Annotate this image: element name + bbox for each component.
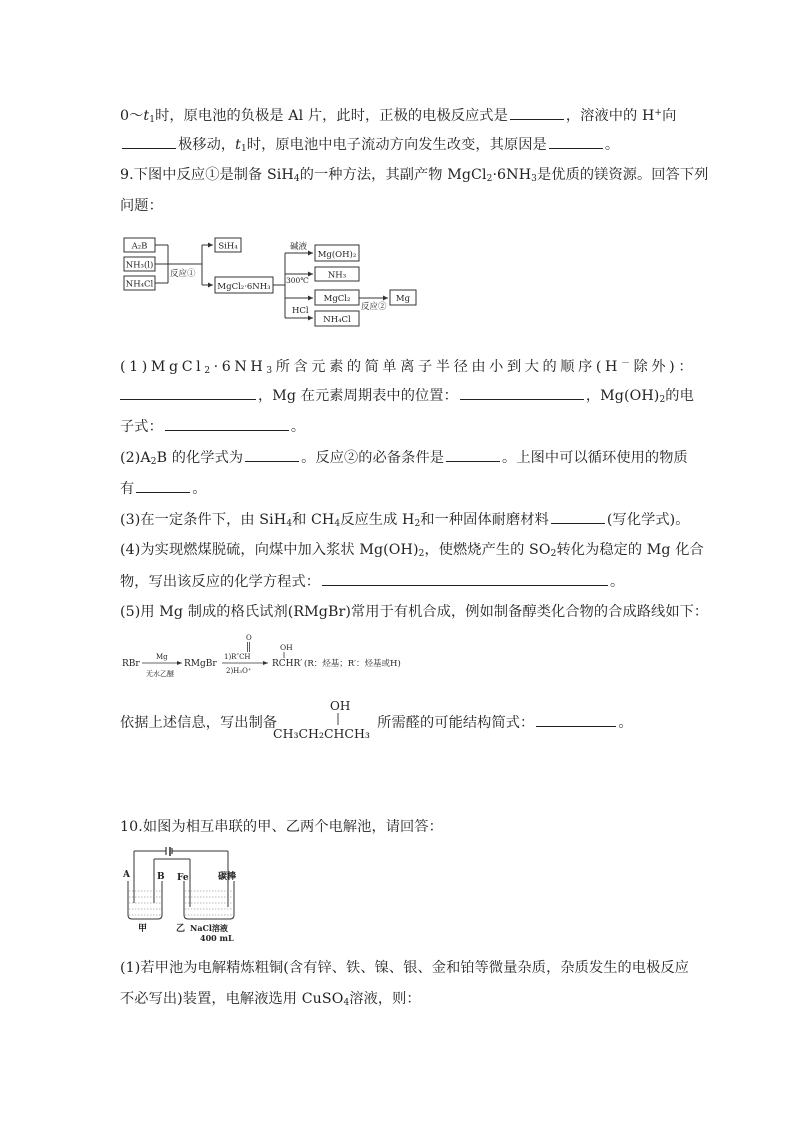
- rbr: RBr: [122, 659, 140, 669]
- q9-p5-question: [120, 712, 633, 733]
- q10-p1-line2: 不必写出)装置，电解液选用 CuSO$_4$溶液，则：: [120, 991, 421, 1008]
- q9-p4-line2: [120, 571, 624, 592]
- answer-blank[interactable]: [245, 447, 299, 462]
- text: (3)在一定条件下，由 SiH: [120, 512, 287, 528]
- answer-blank[interactable]: [122, 134, 176, 149]
- reactant-a2b: A₂B: [131, 241, 148, 252]
- alkali-label: 碱液: [290, 242, 308, 252]
- text: 的电: [665, 388, 694, 404]
- text: 依据上述信息，写出制备: [120, 715, 278, 731]
- var-t: t: [235, 137, 241, 153]
- q9-intro-line1: 9.下图中反应①是制备 SiH$_4$的一种方法，其副产物 $MgCl_2\cdot 6NH_3$是优质的镁资源。回答下列: [120, 167, 709, 184]
- text: 极移动，: [178, 137, 236, 153]
- grignard-route: [120, 632, 420, 682]
- electrode-a-label: A: [123, 870, 130, 880]
- product-nh3: NH₃: [327, 270, 347, 281]
- subscript: 1: [149, 115, 156, 125]
- text: 10.如图为相互串联的甲、乙两个电解池，请回答：: [120, 819, 443, 835]
- reactant-nh3: NH₃(l): [125, 260, 154, 271]
- text: 物，写出该反应的化学方程式：: [120, 574, 321, 590]
- text: (5)用 Mg 制成的格氏试剂(RMgBr)常用于有机合成，例如制备醇类化合物的合成路线如下：: [120, 604, 709, 620]
- note: (R：烃基；R′：烃基或H): [304, 659, 401, 669]
- q8-line2: [120, 134, 619, 159]
- q9-p1-line2: ，Mg 在元素周期表中的位置： ，$Mg(OH)_2$的电: [120, 385, 694, 410]
- q9-p2-line2: [120, 478, 207, 499]
- product-nh4cl: NH₄Cl: [323, 315, 351, 325]
- step2: 2)H₃O⁺: [226, 667, 252, 675]
- q9-p5: [120, 602, 708, 622]
- alcohol-formula: CH₃CH₂CHCH₃: [273, 726, 370, 741]
- electrode-fe-label: Fe: [177, 873, 189, 883]
- answer-blank[interactable]: [446, 447, 500, 462]
- mg-reagent: Mg: [156, 653, 168, 661]
- q8-line1: [120, 103, 676, 130]
- text: 反应生成 H: [340, 512, 415, 528]
- answer-blank[interactable]: [551, 509, 605, 524]
- text: (1)MgCl: [120, 359, 205, 375]
- answer-blank[interactable]: [460, 385, 584, 400]
- q10-intro: [120, 817, 443, 837]
- text: 。反应②的必备条件是: [301, 450, 445, 466]
- text: 溶液，则：: [349, 991, 421, 1007]
- text: ·6NH: [492, 167, 532, 183]
- text: (1)若甲池为电解精炼粗铜(含有锌、铁、镍、银、金和铂等微量杂质，杂质发生的电极反应: [120, 960, 689, 976]
- cell-jia-label: 甲: [138, 924, 148, 934]
- text: 是制备 SiH: [219, 167, 294, 183]
- text: 。: [290, 419, 306, 435]
- reactant-nh4cl: NH₄Cl: [125, 279, 154, 290]
- q9-p1-line3: [120, 416, 305, 437]
- product-mg: Mg: [395, 294, 411, 304]
- text: 9.下图中反应: [120, 167, 206, 183]
- text: ，Mg 在元素周期表中的位置：: [258, 388, 458, 404]
- text: 向: [662, 108, 677, 124]
- q10-p1-line1: [120, 958, 689, 978]
- rmgbr: RMgBr: [184, 659, 217, 669]
- text: 和 CH: [292, 512, 335, 528]
- cell-yi-label: 乙: [176, 924, 186, 934]
- text: 的一种方法，其副产物 MgCl: [299, 167, 487, 183]
- product-sih4: SiH₄: [218, 241, 238, 252]
- step1: 1)R″CH: [224, 653, 251, 661]
- text: 时，原电池中电子流动方向发生改变，其原因是: [246, 137, 547, 153]
- text: 不必写出)装置，电解液选用 CuSO: [120, 991, 344, 1007]
- solvent: 无水乙醚: [146, 670, 174, 678]
- text: 问题：: [120, 198, 163, 214]
- text: 所需醛的可能结构简式：: [377, 715, 535, 731]
- alcohol-oh: OH: [330, 699, 351, 713]
- text: 。: [610, 574, 625, 590]
- answer-blank[interactable]: [120, 385, 256, 400]
- text: 。: [618, 715, 633, 731]
- text: (4)为实现燃煤脱硫，向煤中加入浆状 Mg(OH): [120, 542, 419, 558]
- text: 有: [120, 481, 135, 497]
- text: 除外)：: [633, 359, 697, 375]
- text: ，使燃烧产生的 SO: [424, 542, 551, 558]
- text: 。: [604, 137, 620, 153]
- answer-blank[interactable]: [510, 105, 564, 120]
- temperature-label: 300℃: [286, 276, 309, 285]
- product-mgcl2-6nh3: MgCl₂·6NH₃: [217, 282, 271, 292]
- nacl-label: NaCl溶液: [190, 923, 228, 933]
- product: RCHR′: [272, 659, 303, 669]
- text: 和一种固体耐磨材料: [420, 512, 549, 528]
- text: (2)A: [120, 450, 151, 466]
- q9-p1-line1: $(1)MgCl_2\cdot 6NH_3$所含元素的简单离子半径由小到大的顺序(H－除外)：: [120, 359, 697, 376]
- answer-blank[interactable]: [536, 712, 616, 727]
- product-oh: OH: [280, 643, 293, 652]
- carbon-rod-label: 碳棒: [218, 872, 237, 882]
- flowchart-diagram: [120, 233, 425, 331]
- reaction2-label: 反应②: [361, 302, 387, 312]
- q9-p3: (3)在一定条件下，由 SiH$_4$和 $CH_4$反应生成 $H_2$和一种固体耐磨材料 (写化学式)。: [120, 509, 690, 534]
- text: 时，原电池的负极是 Al 片，此时，正极的电极反应式是: [155, 108, 508, 124]
- answer-blank[interactable]: [549, 134, 603, 149]
- q9-p4-line1: (4)为实现燃煤脱硫，向煤中加入浆状 $Mg(OH)_2$，使燃烧产生的 $SO_2$转化为稳定的 Mg 化合: [120, 542, 704, 559]
- answer-blank[interactable]: [165, 416, 289, 431]
- text: 所含元素的简单离子半径由小到大的顺序(H: [275, 359, 621, 375]
- product-mgcl2: MgCl₂: [323, 294, 351, 304]
- answer-blank[interactable]: [322, 571, 608, 586]
- reaction1-label: 反应①: [170, 269, 196, 279]
- text: 。上图中可以循环使用的物质: [502, 450, 688, 466]
- text: 0～: [120, 108, 144, 124]
- q9-intro-line2: [120, 196, 163, 216]
- text: 转化为稳定的 Mg 化合: [556, 542, 704, 558]
- text: 子式：: [120, 419, 163, 435]
- subscript: 1: [240, 144, 247, 154]
- text: 。: [192, 481, 207, 497]
- hcl-label: HCl: [292, 306, 309, 316]
- text: ，溶液中的 H: [565, 108, 655, 124]
- text: (写化学式)。: [606, 512, 690, 528]
- text: ，Mg(OH): [585, 388, 660, 404]
- electrode-b-label: B: [157, 872, 165, 882]
- superscript: +: [654, 108, 663, 118]
- text: 是优质的镁资源。回答下列: [537, 167, 709, 183]
- volume-label: 400 mL: [200, 933, 234, 943]
- carbonyl-o: O: [246, 634, 252, 642]
- circled-number: ①: [205, 167, 220, 183]
- text: ·6NH: [213, 359, 267, 375]
- answer-blank[interactable]: [136, 478, 190, 493]
- var-t: t: [143, 108, 150, 124]
- alcohol-structure: [271, 697, 375, 741]
- text: B 的化学式为: [156, 450, 244, 466]
- superscript: －: [621, 359, 634, 369]
- q9-p2-line1: $(2)A_2B$ 的化学式为 。反应②的必备条件是 。上图中可以循环使用的物质: [120, 447, 688, 472]
- product-mgoh2: Mg(OH)₂: [317, 250, 357, 260]
- electrolysis-diagram: [120, 847, 250, 943]
